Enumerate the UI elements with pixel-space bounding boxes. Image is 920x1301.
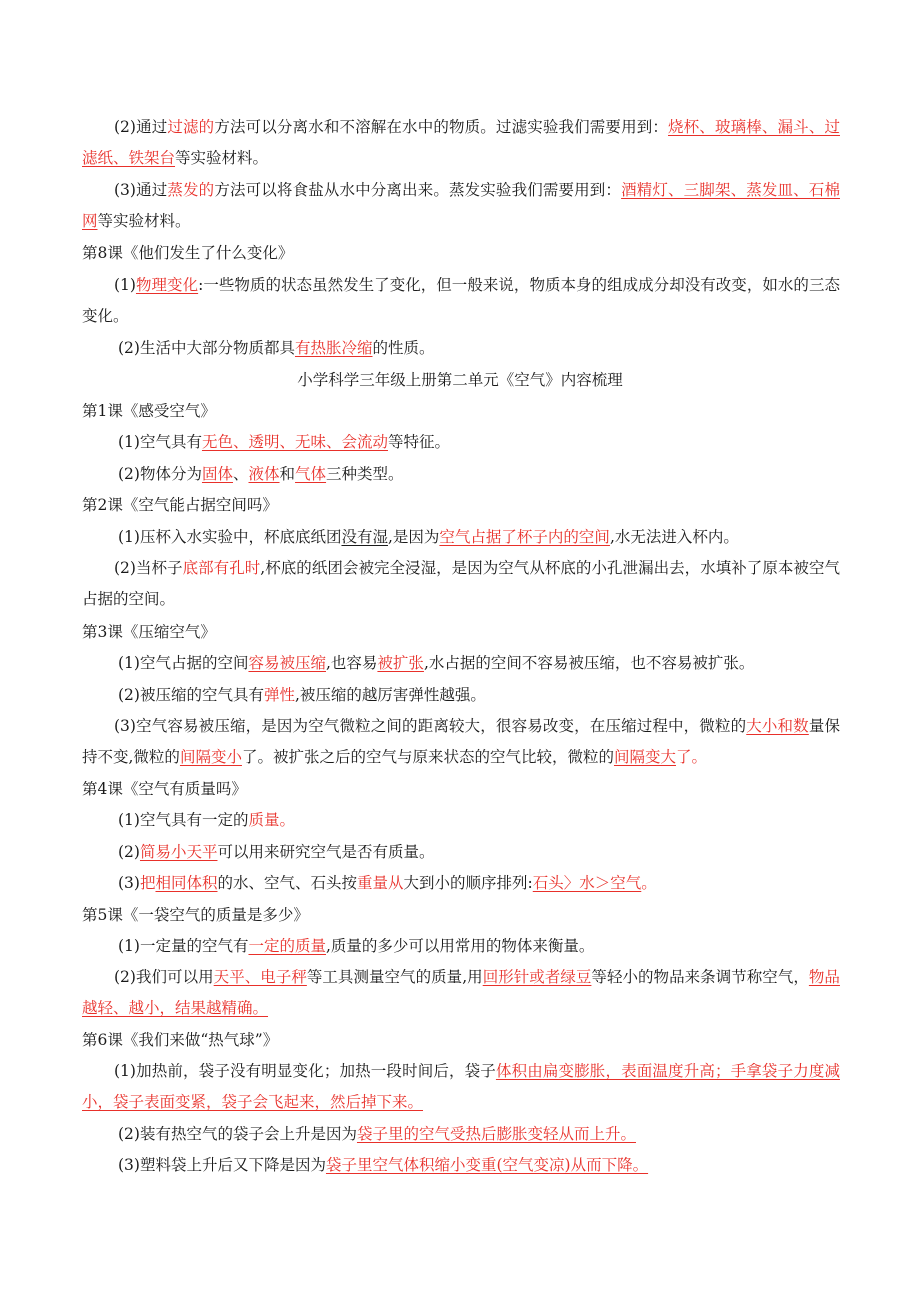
text: 的性质。: [372, 339, 435, 357]
text: (3): [118, 874, 140, 892]
text: (2)当杯子: [114, 559, 183, 577]
text: 量保持不变,微粒的: [82, 717, 840, 766]
text: 等实验材料。: [97, 212, 191, 230]
answer-underlined: 大小和数: [746, 717, 809, 735]
paragraph-physical-change: [82, 270, 840, 332]
text: (2)被压缩的空气具有: [118, 686, 264, 704]
text: (2)生活中大部分物质都具: [118, 339, 295, 357]
text: 三种类型。: [326, 465, 404, 483]
paragraph-balance-tools: [82, 962, 840, 1024]
text: 等特征。: [387, 433, 450, 451]
paragraph-states: [118, 459, 876, 490]
answer-highlight: 重量从: [357, 874, 404, 892]
answer-highlight: 质量。: [248, 811, 295, 829]
paragraph-air-mass: [118, 805, 876, 836]
text: (1)一定量的空气有: [118, 937, 249, 955]
text: (1)加热前，袋子没有明显变化；加热一段时间后，袋子: [114, 1062, 496, 1080]
answer-underlined: 简易小天平: [139, 843, 218, 861]
answer-underlined: 物品越轻、越小，结果越精确。: [82, 968, 840, 1017]
answer-underlined: 固体: [201, 465, 233, 483]
text: (3)通过: [114, 181, 168, 199]
text: 等实验材料。: [175, 149, 269, 167]
text: (2): [118, 843, 140, 861]
lesson-6-heading: 第6课《我们来做“热气球”》: [82, 1031, 279, 1049]
text: (3)空气容易被压缩，是因为空气微粒之间的距离较大，很容易改变，在压缩过程中，微粒的: [114, 717, 747, 735]
text: (2)通过: [114, 118, 168, 136]
paragraph-compress: [118, 648, 876, 679]
answer-underlined: 有热胀冷缩: [294, 339, 373, 357]
unit-title: 小学科学三年级上册第二单元《空气》内容梳理: [297, 371, 623, 389]
paragraph-cup-hole: [82, 553, 840, 615]
lesson-2-heading: 第2课《空气能占据空间吗》: [82, 496, 278, 514]
text: ,质量的多少可以用常用的物体来衡量。: [325, 937, 595, 955]
answer-underlined: 空气占据了杯子内的空间: [439, 528, 610, 546]
text: ,水无法进入杯内。: [609, 528, 739, 546]
paragraph-cup-experiment: [118, 522, 876, 553]
text: (2)物体分为: [118, 465, 202, 483]
text: :一些物质的状态虽然发生了变化，但一般来说，物质本身的组成成分却没有改变，如水的三态变化。: [82, 276, 840, 325]
answer-underlined: 没有湿: [341, 528, 388, 546]
text: 了。: [675, 748, 707, 766]
answer-underlined: 酒精灯、三脚架、蒸发皿、石棉网: [82, 181, 840, 230]
text: 等工具测量空气的质量,用: [306, 968, 483, 986]
paragraph-simple-balance: [118, 837, 876, 868]
answer-underlined: 被扩张: [377, 654, 424, 672]
text: (2)装有热空气的袋子会上升是因为: [118, 1125, 357, 1143]
paragraph-air-features: [118, 427, 876, 458]
answer-highlight: 蒸发的: [167, 181, 215, 199]
paragraph-fall: [118, 1150, 876, 1181]
paragraph-thermal-expansion: [118, 333, 876, 364]
text: 大到小的顺序排列:: [403, 874, 533, 892]
lesson-1-heading: 第1课《感受空气》: [82, 402, 216, 420]
answer-underlined: 石头〉水＞空气: [532, 874, 642, 892]
answer-underlined: 间隔变大: [613, 748, 676, 766]
answer-underlined: 间隔变小: [179, 748, 242, 766]
text: 。: [641, 874, 657, 892]
lesson-3-heading: 第3课《压缩空气》: [82, 623, 216, 641]
text: 和: [279, 465, 296, 483]
answer-highlight: 底部有孔时: [182, 559, 261, 577]
paragraph-heating: [82, 1056, 840, 1118]
text: 的水、空气、石头按: [217, 874, 358, 892]
text: 、: [232, 465, 249, 483]
text: (1)空气具有: [118, 433, 202, 451]
paragraph-measure-mass: [118, 931, 876, 962]
text: ,水占据的空间不容易被压缩，也不容易被扩张。: [423, 654, 755, 672]
paragraph-filtration: [82, 112, 840, 174]
lesson-4-heading: 第4课《空气有质量吗》: [82, 780, 247, 798]
text: 了。被扩张之后的空气与原来状态的空气比较，微粒的: [241, 748, 614, 766]
answer-underlined: 天平、电子秤: [213, 968, 307, 986]
lesson-5-heading: 第5课《一袋空气的质量是多少》: [82, 906, 309, 924]
paragraph-elasticity: [118, 680, 876, 711]
paragraph-evaporation: [82, 175, 840, 237]
text: 可以用来研究空气是否有质量。: [217, 843, 435, 861]
text: (1)压杯入水实验中，杯底底纸团: [118, 528, 342, 546]
text: (3)塑料袋上升后又下降是因为: [118, 1156, 326, 1174]
answer-underlined: 一定的质量: [248, 937, 326, 955]
text: ,被压缩的越厉害弹性越强。: [294, 686, 486, 704]
text: ,是因为: [387, 528, 440, 546]
answer-highlight: 过滤的: [167, 118, 215, 136]
answer-underlined: 烧杯、玻璃棒、漏斗、过滤纸、铁架台: [82, 118, 840, 167]
answer-highlight: 把: [139, 874, 156, 892]
text: 方法可以分离水和不溶解在水中的物质。过滤实验我们需要用到：: [214, 118, 669, 136]
text: ,也容易: [325, 654, 378, 672]
answer-underlined: 体积由扁变膨胀，表面温度升高；手拿袋子力度减小，袋子表面变紧，袋子会飞起来，然后掉下来。: [82, 1062, 840, 1111]
answer-underlined: 物理变化: [135, 276, 199, 294]
answer-underlined: 袋子里的空气受热后膨胀变轻从而上升。: [356, 1125, 636, 1143]
answer-underlined: 容易被压缩: [248, 654, 326, 672]
text: (1)空气占据的空间: [118, 654, 249, 672]
paragraph-rise: [118, 1119, 876, 1150]
answer-underlined: 相同体积: [155, 874, 218, 892]
answer-underlined: 回形针或者绿豆: [482, 968, 592, 986]
answer-underlined: 气体: [295, 465, 327, 483]
text: 方法可以将食盐从水中分离出来。蒸发实验我们需要用到：: [214, 181, 622, 199]
answer-underlined: 液体: [248, 465, 280, 483]
answer-underlined: 无色、透明、无味、会流动: [201, 433, 388, 451]
text: (1): [114, 276, 136, 294]
text: 等轻小的物品来条调节称空气，: [591, 968, 809, 986]
paragraph-ordering: [118, 868, 876, 899]
text: (1)空气具有一定的: [118, 811, 249, 829]
answer-highlight: 弹性: [263, 686, 295, 704]
text: (2)我们可以用: [114, 968, 214, 986]
paragraph-particles: [82, 711, 840, 773]
answer-underlined: 袋子里空气体积缩小变重(空气变凉)从而下降。: [325, 1156, 649, 1174]
text: ,杯底的纸团会被完全浸湿，是因为空气从杯底的小孔泄漏出去，水填补了原本被空气占据的空间。: [82, 559, 840, 608]
lesson-8-heading: 第8课《他们发生了什么变化》: [82, 244, 294, 262]
